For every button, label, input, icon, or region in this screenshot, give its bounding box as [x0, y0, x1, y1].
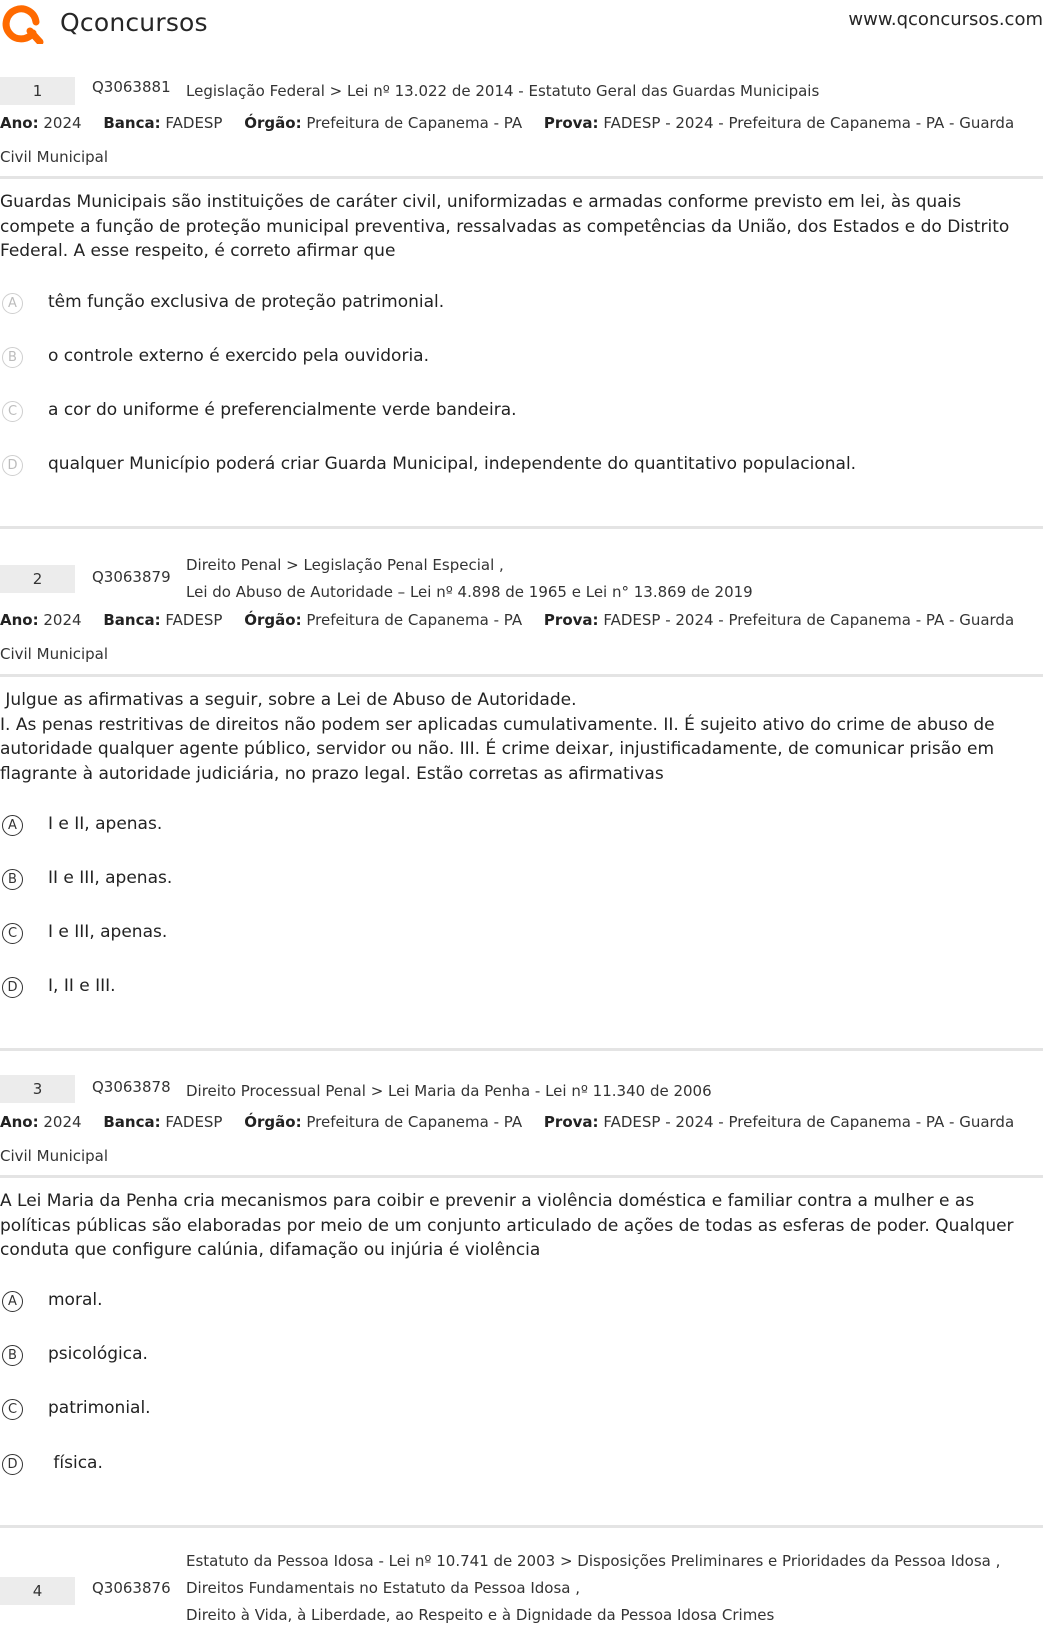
question-id[interactable]: Q3063878	[92, 1078, 171, 1096]
subject-line: Direito Processual Penal > Lei Maria da Penha - Lei nº 11.340 de 2006	[186, 1082, 712, 1100]
subject-line: Estatuto da Pessoa Idosa - Lei nº 10.741 de 2003 > Disposições Preliminares e Prioridades da Pessoa Idosa ,	[186, 1552, 1001, 1570]
question-stem: A Lei Maria da Penha cria mecanismos para coibir e prevenir a violência doméstica e familiar contra a mulher e as políticas públicas são elaboradas por meio de um conjunto articulado de ações de todas as esferas de poder. Qualquer conduta que configure calúnia, difamação ou injúria é violência	[0, 1191, 1014, 1260]
orgao-value: Prefeitura de Capanema - PA	[306, 611, 523, 629]
option-text: física.	[48, 1453, 103, 1473]
prova-value: FADESP - 2024 - Prefeitura de Capanema - PA - Guarda Civil Municipal	[0, 611, 1015, 663]
option-b[interactable]	[0, 1343, 1040, 1371]
option-text: I e III, apenas.	[48, 922, 168, 942]
banca-label: Banca:	[103, 611, 161, 629]
question-separator	[0, 526, 1043, 529]
banca-label: Banca:	[103, 114, 161, 132]
option-text: psicológica.	[48, 1344, 148, 1364]
question-number: 2	[0, 565, 75, 593]
ano-label: Ano:	[0, 1113, 39, 1131]
question-subject[interactable]	[186, 78, 819, 105]
question-meta	[0, 603, 1030, 671]
site-url[interactable]: www.qconcursos.com	[848, 9, 1043, 30]
banca-label: Banca:	[103, 1113, 161, 1131]
option-a[interactable]	[0, 291, 1040, 319]
option-d[interactable]	[0, 453, 1040, 481]
stem-line: Julgue as afirmativas a seguir, sobre a Lei de Abuso de Autoridade.	[0, 690, 577, 710]
prova-label: Prova:	[543, 114, 599, 132]
option-text: têm função exclusiva de proteção patrimonial.	[48, 292, 445, 312]
question-stem: Guardas Municipais são instituições de caráter civil, uniformizadas e armadas conforme previsto em lei, às quais compete a função de proteção municipal preventiva, ressalvadas as competências da União, dos Estados e do Distrito Federal. A esse respeito, é correto afirmar que	[0, 192, 1010, 261]
divider	[0, 176, 1043, 179]
question-number: 3	[0, 1075, 75, 1103]
brand-logo[interactable]	[0, 0, 208, 44]
option-text: II e III, apenas.	[48, 868, 173, 888]
subject-line: Legislação Federal > Lei nº 13.022 de 2014 - Estatuto Geral das Guardas Municipais	[186, 82, 820, 100]
option-letter[interactable]: B	[2, 347, 23, 368]
ano-value: 2024	[43, 611, 82, 629]
question-meta	[0, 106, 1030, 174]
option-letter[interactable]: C	[2, 923, 23, 944]
option-letter[interactable]: B	[2, 869, 23, 890]
prova-value: FADESP - 2024 - Prefeitura de Capanema - PA - Guarda Civil Municipal	[0, 1113, 1015, 1165]
option-c[interactable]	[0, 921, 1040, 949]
ano-value: 2024	[43, 1113, 82, 1131]
orgao-label: Órgão:	[244, 114, 302, 132]
question-subject[interactable]	[186, 1548, 1000, 1629]
option-b[interactable]	[0, 867, 1040, 895]
orgao-value: Prefeitura de Capanema - PA	[306, 114, 523, 132]
subject-line: Lei do Abuso de Autoridade – Lei nº 4.898 de 1965 e Lei n° 13.869 de 2019	[186, 583, 753, 601]
option-text: patrimonial.	[48, 1398, 151, 1418]
option-text: qualquer Município poderá criar Guarda Municipal, independente do quantitativo populacional.	[48, 454, 857, 474]
divider	[0, 674, 1043, 677]
orgao-label: Órgão:	[244, 611, 302, 629]
orgao-value: Prefeitura de Capanema - PA	[306, 1113, 523, 1131]
question-separator	[0, 1048, 1043, 1051]
banca-value: FADESP	[165, 611, 223, 629]
option-text: a cor do uniforme é preferencialmente verde bandeira.	[48, 400, 517, 420]
prova-label: Prova:	[543, 611, 599, 629]
subject-line: Direito Penal > Legislação Penal Especial ,	[186, 556, 504, 574]
question-subject[interactable]	[186, 1078, 712, 1105]
option-text: o controle externo é exercido pela ouvidoria.	[48, 346, 429, 366]
option-letter[interactable]: B	[2, 1345, 23, 1366]
option-a[interactable]	[0, 1289, 1040, 1317]
question-id[interactable]: Q3063879	[92, 568, 171, 586]
banca-value: FADESP	[165, 1113, 223, 1131]
option-c[interactable]	[0, 399, 1040, 427]
option-b[interactable]	[0, 345, 1040, 373]
subject-line: Direito à Vida, à Liberdade, ao Respeito e à Dignidade da Pessoa Idosa Crimes	[186, 1606, 775, 1624]
stem-line: I. As penas restritivas de direitos não podem ser aplicadas cumulativamente. II. É sujeito ativo do crime de abuso de autoridade qualquer agente público, servidor ou não. III. É crime deixar, injustificadamente, de comunicar prisão em flagrante à autoridade judiciária, no prazo legal. Estão corretas as afirmativas	[0, 714, 995, 784]
option-d[interactable]	[0, 975, 1040, 1003]
question-separator	[0, 1525, 1043, 1528]
question-id[interactable]: Q3063881	[92, 78, 171, 96]
option-letter[interactable]: A	[2, 1291, 23, 1312]
banca-value: FADESP	[165, 114, 223, 132]
subject-line: Direitos Fundamentais no Estatuto da Pessoa Idosa ,	[186, 1579, 580, 1597]
question-number: 1	[0, 77, 75, 105]
prova-value: FADESP - 2024 - Prefeitura de Capanema - PA - Guarda Civil Municipal	[0, 114, 1015, 166]
option-letter[interactable]: C	[2, 401, 23, 422]
option-letter[interactable]: D	[2, 455, 23, 476]
prova-label: Prova:	[543, 1113, 599, 1131]
divider	[0, 1175, 1043, 1178]
brand-name: Qconcursos	[60, 7, 208, 37]
orgao-label: Órgão:	[244, 1113, 302, 1131]
option-text: I, II e III.	[48, 976, 116, 996]
option-a[interactable]	[0, 813, 1040, 841]
option-letter[interactable]: C	[2, 1399, 23, 1420]
option-text: I e II, apenas.	[48, 814, 163, 834]
option-letter[interactable]: D	[2, 977, 23, 998]
option-d[interactable]	[0, 1452, 1040, 1480]
question-stem	[0, 688, 1040, 786]
option-c[interactable]	[0, 1397, 1040, 1425]
qconcursos-logo-icon	[0, 0, 46, 44]
option-letter[interactable]: D	[2, 1454, 23, 1475]
option-letter[interactable]: A	[2, 293, 23, 314]
ano-label: Ano:	[0, 114, 39, 132]
question-id[interactable]: Q3063876	[92, 1579, 171, 1597]
question-number: 4	[0, 1577, 75, 1605]
question-meta	[0, 1105, 1030, 1173]
option-text: moral.	[48, 1290, 103, 1310]
ano-value: 2024	[43, 114, 82, 132]
question-subject[interactable]	[186, 552, 753, 606]
option-letter[interactable]: A	[2, 815, 23, 836]
ano-label: Ano:	[0, 611, 39, 629]
